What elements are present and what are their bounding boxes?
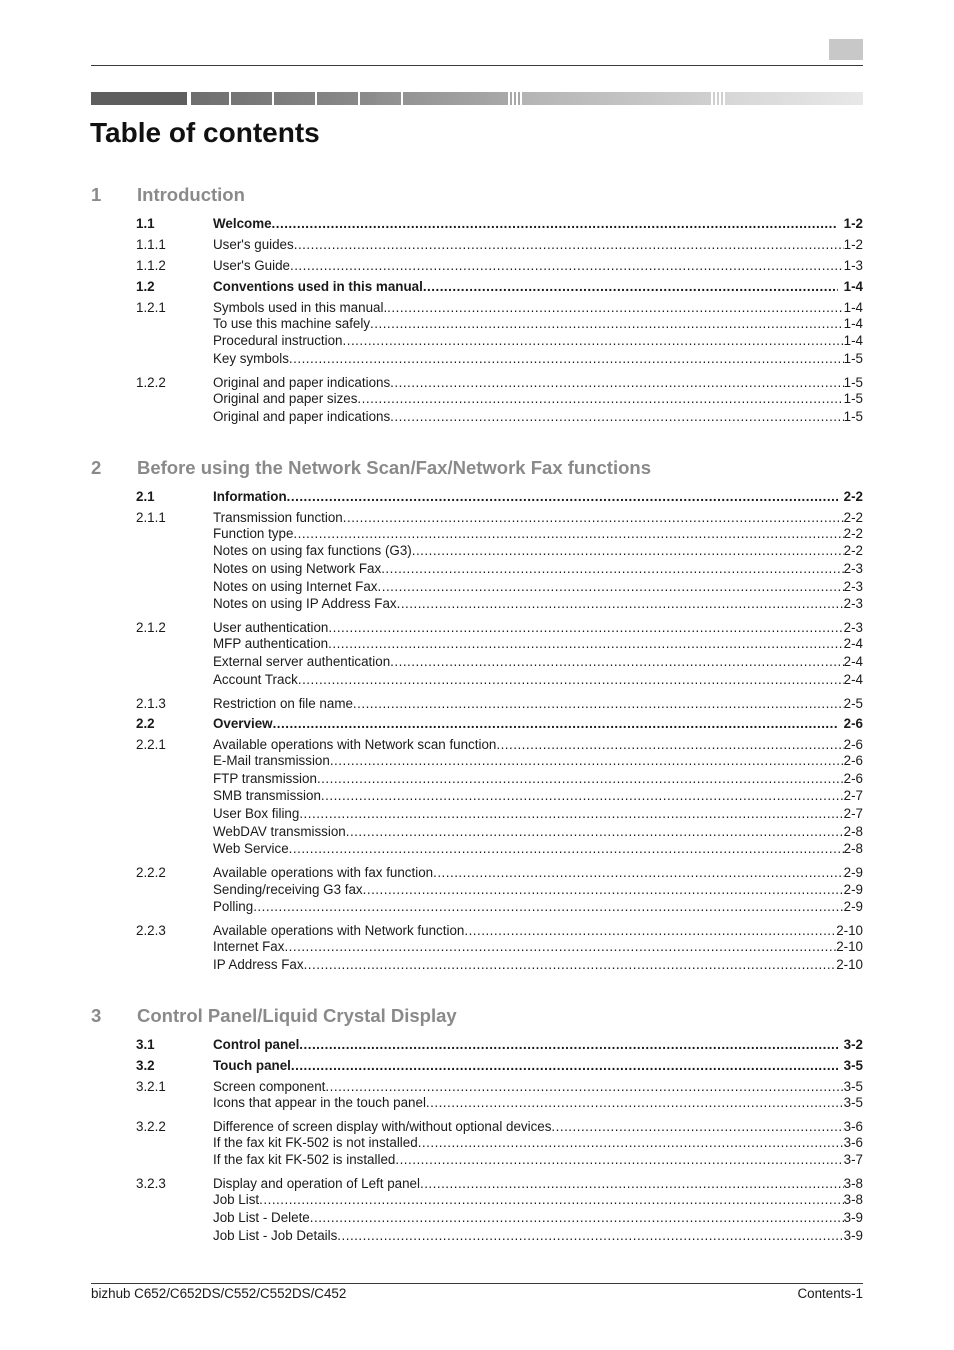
toc-entry-title: User's Guide — [213, 258, 290, 273]
toc-entry-page: 2-6 — [843, 737, 863, 752]
toc-entry-title: Job List - Delete — [213, 1210, 310, 1225]
toc-entry-title: Job List - Job Details — [213, 1228, 338, 1243]
dot-leader — [299, 1036, 837, 1054]
toc-entry-title: Display and operation of Left panel — [213, 1176, 420, 1191]
toc-entry[interactable] — [136, 864, 863, 882]
toc-entry-number: 2.1.3 — [136, 696, 166, 711]
toc-entry-title: Internet Fax — [213, 939, 285, 954]
toc-entry-title: Conventions used in this manual — [213, 279, 423, 294]
toc-entry[interactable] — [136, 1134, 863, 1152]
toc-entry-number: 1.1 — [136, 216, 155, 231]
chapter-number: 2 — [91, 457, 102, 478]
toc-entry-page: 1-2 — [843, 237, 863, 252]
dot-leader — [299, 805, 843, 823]
toc-entry-number: 3.2.2 — [136, 1119, 166, 1134]
dot-leader — [433, 864, 844, 882]
toc-entry[interactable] — [136, 1209, 863, 1227]
header-rule — [91, 65, 863, 66]
toc-entry[interactable] — [136, 1036, 863, 1054]
toc-entry[interactable] — [136, 671, 863, 689]
dot-leader — [357, 390, 843, 408]
toc-entry-number: 1.2 — [136, 279, 155, 294]
dot-leader — [284, 938, 836, 956]
toc-entry-page: 3-6 — [843, 1119, 863, 1134]
toc-entry-page: 3-9 — [843, 1210, 863, 1225]
toc-entry[interactable] — [136, 938, 863, 956]
dot-leader — [395, 1151, 843, 1169]
toc-entry-title: Notes on using Internet Fax — [213, 579, 378, 594]
toc-entry-title: Web Service — [213, 841, 289, 856]
toc-entry-page: 2-6 — [843, 771, 863, 786]
decorative-gradient-bar — [91, 92, 863, 105]
dot-leader — [390, 653, 843, 671]
toc-entry-title: To use this machine safely — [213, 316, 371, 331]
toc-entry-title: Notes on using fax functions (G3) — [213, 543, 412, 558]
dot-leader — [304, 956, 837, 974]
toc-entry-title: SMB transmission — [213, 788, 321, 803]
toc-entry-page: 1-2 — [843, 216, 863, 231]
toc-entry-page: 1-4 — [843, 316, 863, 331]
toc-entry-page: 3-9 — [843, 1228, 863, 1243]
toc-entry-title: Notes on using Network Fax — [213, 561, 382, 576]
toc-entry[interactable] — [136, 257, 863, 275]
toc-entry-page: 2-10 — [836, 923, 863, 938]
toc-entry[interactable] — [136, 236, 863, 254]
toc-entry[interactable] — [136, 560, 863, 578]
toc-entry-page: 2-8 — [843, 841, 863, 856]
toc-entry[interactable] — [136, 898, 863, 916]
toc-entry-title: If the fax kit FK-502 is not installed — [213, 1135, 418, 1150]
toc-entry-number: 2.2.2 — [136, 865, 166, 880]
dot-leader — [272, 215, 838, 233]
dot-leader — [317, 770, 844, 788]
dot-leader — [337, 1227, 843, 1245]
toc-entry-page: 2-9 — [843, 865, 863, 880]
toc-entry-page: 2-10 — [836, 957, 863, 972]
dot-leader — [290, 257, 844, 275]
toc-entry[interactable] — [136, 332, 863, 350]
toc-entry-page: 1-4 — [843, 300, 863, 315]
toc-entry-title: WebDAV transmission — [213, 824, 346, 839]
toc-entry-title: Screen component — [213, 1079, 326, 1094]
toc-entry-title: Original and paper sizes — [213, 391, 358, 406]
toc-entry-page: 1-4 — [843, 333, 863, 348]
toc-entry-page: 2-3 — [843, 596, 863, 611]
dot-leader — [378, 578, 844, 596]
dot-leader — [343, 332, 844, 350]
toc-entry-page: 2-6 — [843, 716, 863, 731]
toc-entry[interactable] — [136, 1057, 863, 1075]
toc-entry-number: 2.2.1 — [136, 737, 166, 752]
toc-entry-page: 3-5 — [843, 1058, 863, 1073]
toc-entry-page: 1-5 — [843, 409, 863, 424]
toc-entry-page: 2-4 — [843, 636, 863, 651]
toc-entry-page: 3-7 — [843, 1152, 863, 1167]
toc-entry-number: 1.1.2 — [136, 258, 166, 273]
toc-entry-number: 3.2.1 — [136, 1079, 166, 1094]
toc-entry-title: Overview — [213, 716, 273, 731]
toc-entry[interactable] — [136, 653, 863, 671]
toc-entry[interactable] — [136, 278, 863, 296]
toc-entry-page: 3-8 — [843, 1192, 863, 1207]
toc-entry-title: If the fax kit FK-502 is installed — [213, 1152, 396, 1167]
toc-entry-number: 2.2 — [136, 716, 155, 731]
toc-entry-page: 2-8 — [843, 824, 863, 839]
toc-entry-page: 3-6 — [843, 1135, 863, 1150]
chapter-title: Introduction — [137, 184, 245, 205]
toc-entry-number: 3.1 — [136, 1037, 155, 1052]
toc-entry[interactable] — [136, 770, 863, 788]
toc-entry-page: 1-5 — [843, 391, 863, 406]
dot-leader — [423, 278, 838, 296]
toc-entry[interactable] — [136, 408, 863, 426]
toc-entry-page: 2-5 — [843, 696, 863, 711]
toc-entry[interactable] — [136, 350, 863, 368]
toc-entry-title: Polling — [213, 899, 254, 914]
chapter-number: 3 — [91, 1005, 102, 1026]
footer-rule — [91, 1283, 863, 1284]
toc-entry-page: 2-3 — [843, 620, 863, 635]
dot-leader — [353, 695, 844, 713]
toc-entry-title: IP Address Fax — [213, 957, 304, 972]
toc-entry[interactable] — [136, 1191, 863, 1209]
toc-entry-page: 2-3 — [843, 561, 863, 576]
toc-entry-title: Sending/receiving G3 fax — [213, 882, 363, 897]
toc-entry-page: 3-2 — [843, 1037, 863, 1052]
toc-entry-page: 2-4 — [843, 672, 863, 687]
footer-page-number: Contents-1 — [797, 1286, 863, 1301]
toc-entry-title: User Box filing — [213, 806, 300, 821]
toc-entry-title: Notes on using IP Address Fax — [213, 596, 397, 611]
dot-leader — [287, 488, 838, 506]
toc-entry[interactable] — [136, 315, 863, 333]
dot-leader — [381, 560, 843, 578]
chapter-heading-1[interactable] — [91, 184, 863, 210]
toc-entry[interactable] — [136, 881, 863, 899]
toc-entry-title: External server authentication — [213, 654, 391, 669]
toc-entry-number: 3.2.3 — [136, 1176, 166, 1191]
toc-entry-title: Symbols used in this manual. — [213, 300, 388, 315]
toc-entry[interactable] — [136, 390, 863, 408]
toc-entry[interactable] — [136, 635, 863, 653]
toc-entry[interactable] — [136, 578, 863, 596]
toc-entry-number: 1.2.1 — [136, 300, 166, 315]
toc-entry-page: 2-9 — [843, 899, 863, 914]
header-corner-tab — [829, 39, 863, 60]
toc-entry-title: Difference of screen display with/without optional devices — [213, 1119, 552, 1134]
toc-entry-page: 2-3 — [843, 579, 863, 594]
toc-entry-title: FTP transmission — [213, 771, 317, 786]
dot-leader — [418, 1134, 844, 1152]
dot-leader — [390, 408, 843, 426]
toc-entry-page: 3-5 — [843, 1095, 863, 1110]
dot-leader — [346, 823, 844, 841]
toc-entry-number: 3.2 — [136, 1058, 155, 1073]
toc-entry-page: 1-4 — [843, 279, 863, 294]
dot-leader — [328, 635, 844, 653]
toc-entry[interactable] — [136, 695, 863, 713]
dot-leader — [363, 881, 844, 899]
dot-leader — [293, 525, 843, 543]
toc-entry-number: 2.1.2 — [136, 620, 166, 635]
toc-entry[interactable] — [136, 715, 863, 733]
toc-entry[interactable] — [136, 1151, 863, 1169]
toc-entry-title: Key symbols — [213, 351, 289, 366]
page-title: Table of contents — [90, 117, 320, 148]
toc-entry-page: 3-8 — [843, 1176, 863, 1191]
toc-entry-title: Available operations with Network scan function — [213, 737, 497, 752]
toc-entry-title: Icons that appear in the touch panel — [213, 1095, 426, 1110]
toc-entry-page: 2-9 — [843, 882, 863, 897]
chapter-heading-3[interactable] — [91, 1005, 863, 1031]
toc-entry[interactable] — [136, 1227, 863, 1245]
dot-leader — [397, 595, 844, 613]
toc-entry[interactable] — [136, 542, 863, 560]
chapter-heading-2[interactable] — [91, 457, 863, 483]
toc-entry-page: 1-3 — [843, 258, 863, 273]
toc-entry-number: 2.2.3 — [136, 923, 166, 938]
toc-entry-page: 2-2 — [843, 489, 863, 504]
toc-entry-title: Touch panel — [213, 1058, 291, 1073]
dot-leader — [259, 1191, 843, 1209]
toc-entry-title: Restriction on file name — [213, 696, 353, 711]
dot-leader — [298, 671, 844, 689]
toc-entry-page: 2-4 — [843, 654, 863, 669]
dot-leader — [291, 1057, 838, 1075]
toc-entry-title: MFP authentication — [213, 636, 329, 651]
dot-leader — [273, 715, 838, 733]
toc-entry[interactable] — [136, 595, 863, 613]
dot-leader — [294, 236, 844, 254]
toc-entry-title: Function type — [213, 526, 294, 541]
toc-entry-page: 1-5 — [843, 351, 863, 366]
dot-leader — [330, 752, 844, 770]
toc-entry[interactable] — [136, 840, 863, 858]
toc-entry-title: Available operations with Network function — [213, 923, 465, 938]
toc-entry[interactable] — [136, 805, 863, 823]
footer-model-name: bizhub C652/C652DS/C552/C552DS/C452 — [91, 1286, 347, 1301]
dot-leader — [253, 898, 843, 916]
chapter-title: Control Panel/Liquid Crystal Display — [137, 1005, 457, 1026]
toc-entry-title: User's guides — [213, 237, 294, 252]
toc-entry-page: 2-7 — [843, 788, 863, 803]
toc-entry[interactable] — [136, 787, 863, 805]
toc-entry[interactable] — [136, 823, 863, 841]
dot-leader — [321, 787, 844, 805]
toc-entry[interactable] — [136, 525, 863, 543]
dot-leader — [289, 350, 844, 368]
toc-entry-title: Welcome — [213, 216, 272, 231]
toc-entry-page: 1-5 — [843, 375, 863, 390]
toc-entry[interactable] — [136, 488, 863, 506]
toc-entry[interactable] — [136, 752, 863, 770]
toc-entry-title: User authentication — [213, 620, 329, 635]
chapter-number: 1 — [91, 184, 102, 205]
chapter-title: Before using the Network Scan/Fax/Network Fax functions — [137, 457, 651, 478]
toc-entry-title: Procedural instruction — [213, 333, 343, 348]
toc-entry-title: E-Mail transmission — [213, 753, 330, 768]
toc-entry-title: Job List — [213, 1192, 260, 1207]
toc-entry-title: Original and paper indications — [213, 375, 391, 390]
dot-leader — [310, 1209, 844, 1227]
dot-leader — [370, 315, 844, 333]
toc-entry-title: Available operations with fax function — [213, 865, 434, 880]
toc-entry-number: 2.1.1 — [136, 510, 166, 525]
dot-leader — [412, 542, 844, 560]
toc-entry-title: Account Track — [213, 672, 298, 687]
toc-entry-title: Control panel — [213, 1037, 300, 1052]
toc-entry-page: 2-2 — [843, 526, 863, 541]
toc-entry[interactable] — [136, 215, 863, 233]
toc-entry[interactable] — [136, 956, 863, 974]
toc-entry-page: 2-2 — [843, 510, 863, 525]
dot-leader — [289, 840, 844, 858]
toc-entry-title: Original and paper indications — [213, 409, 391, 424]
toc-entry-page: 3-5 — [843, 1079, 863, 1094]
toc-entry[interactable] — [136, 1094, 863, 1112]
toc-entry-number: 1.1.1 — [136, 237, 166, 252]
toc-entry-page: 2-6 — [843, 753, 863, 768]
dot-leader — [426, 1094, 844, 1112]
toc-entry-page: 2-10 — [836, 939, 863, 954]
toc-entry-page: 2-7 — [843, 806, 863, 821]
toc-entry-title: Transmission function — [213, 510, 343, 525]
toc-entry-page: 2-2 — [843, 543, 863, 558]
toc-entry-number: 1.2.2 — [136, 375, 166, 390]
toc-entry-title: Information — [213, 489, 287, 504]
toc-entry-number: 2.1 — [136, 489, 155, 504]
